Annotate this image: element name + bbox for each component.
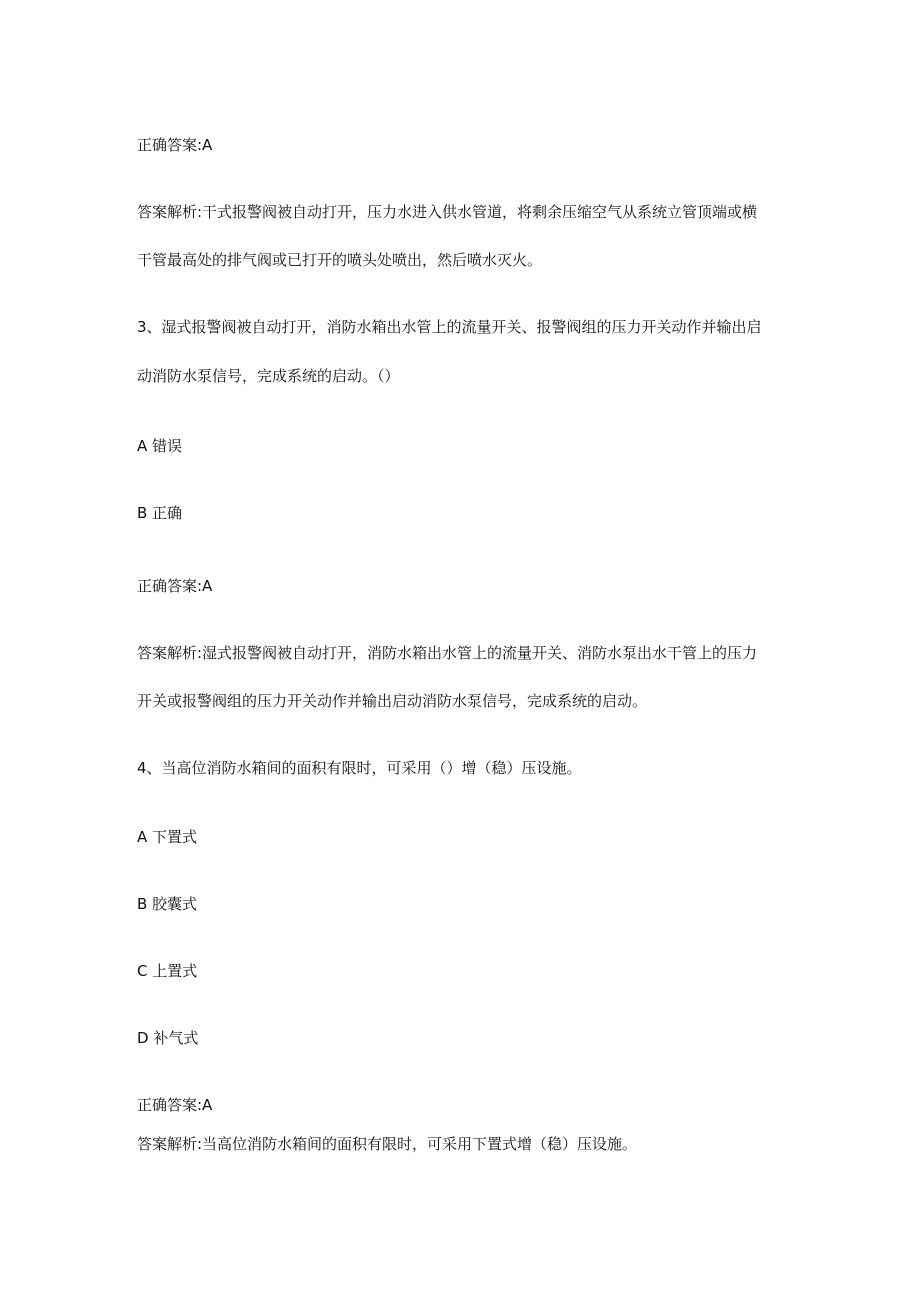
q4-option-c: C 上置式 xyxy=(137,962,198,980)
q3-question-line-1: 3、湿式报警阀被自动打开，消防水箱出水管上的流量开关、报警阀组的压力开关动作并输出启 xyxy=(137,318,762,336)
q3-analysis-line-2: 开关或报警阀组的压力开关动作并输出启动消防水泵信号，完成系统的启动。 xyxy=(137,692,648,710)
q3-option-a: A 错误 xyxy=(137,437,183,455)
q2-correct-answer: 正确答案:A xyxy=(137,136,213,154)
q4-correct-answer: 正确答案:A xyxy=(137,1096,213,1114)
q2-analysis-line-2: 干管最高处的排气阀或已打开的喷头处喷出，然后喷水灭火。 xyxy=(137,251,543,269)
q4-analysis-line-1: 答案解析:当高位消防水箱间的面积有限时，可采用下置式增（稳）压设施。 xyxy=(137,1135,638,1153)
q4-option-a: A 下置式 xyxy=(137,828,198,846)
q2-analysis-line-1: 答案解析:干式报警阀被自动打开，压力水进入供水管道，将剩余压缩空气从系统立管顶端或横 xyxy=(137,203,758,221)
q4-question-line-1: 4、当高位消防水箱间的面积有限时，可采用（）增（稳）压设施。 xyxy=(137,759,582,777)
q4-option-b: B 胶囊式 xyxy=(137,895,198,913)
q3-correct-answer: 正确答案:A xyxy=(137,577,213,595)
q3-analysis-line-1: 答案解析:湿式报警阀被自动打开，消防水箱出水管上的流量开关、消防水泵出水干管上的压力 xyxy=(137,644,758,662)
q4-option-d: D 补气式 xyxy=(137,1029,199,1047)
q3-question-line-2: 动消防水泵信号，完成系统的启动。（） xyxy=(137,367,400,385)
q3-option-b: B 正确 xyxy=(137,504,183,522)
